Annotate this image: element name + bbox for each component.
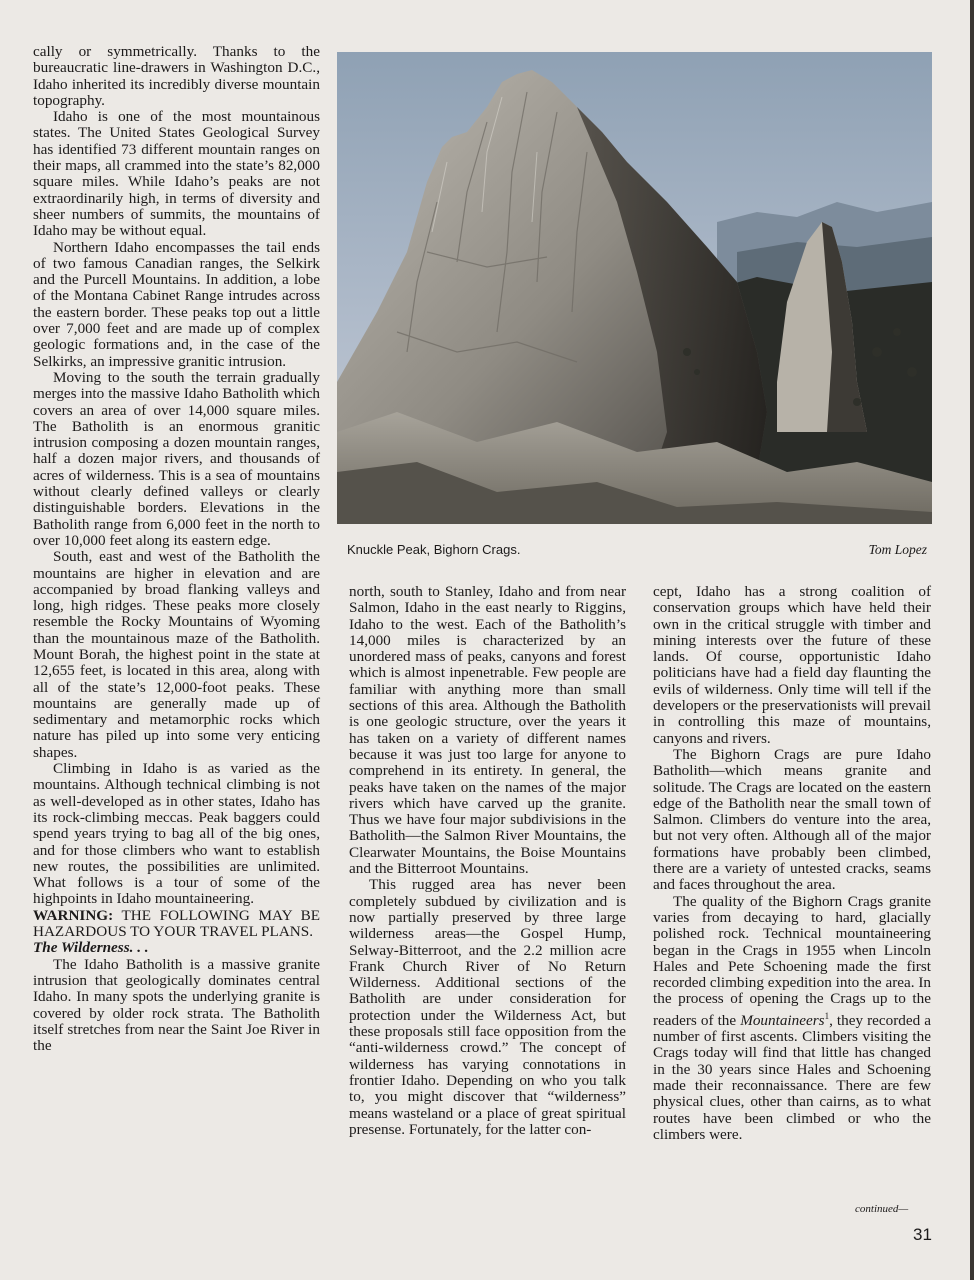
footnote-marker: 1 (824, 1010, 830, 1021)
continued-marker: continued— (855, 1203, 909, 1215)
paragraph: This rugged area has never been completely subdued by civilization and is now partially preserved by three large wilderness areas—the Gospel Hump, Selway-Bitterroot, and the 2.2 million acre Frank Church River of No Return Wilderness. Additional sections of the Batholith are under consideration for protection under the Wilderness Act, but these proposals still face opposition from the “anti-wilderness crowd.” The concept of wilderness has varying connotations in frontier Idaho. Depending on who you talk to, you might discover that “wilderness” means wasteland or a place of great spiritual presense. Fortunately, for the latter con- (349, 876, 626, 1138)
publication-title: Mountaineers (740, 1011, 825, 1029)
page-edge (970, 0, 974, 1280)
paragraph: Climbing in Idaho is as varied as the mountains. Although technical climbing is not as well-developed as in other states, Idaho has its rock-climbing meccas. Peak baggers could spend years trying to bag all of the big ones, and for those climbers who want to establish new routes, the possibilities are unlimited. What follows is a tour of some of the highpoints in Idaho mountaineering. (33, 760, 320, 908)
article-column-2 (349, 584, 626, 1138)
paragraph: north, south to Stanley, Idaho and from near Salmon, Idaho in the east nearly to Riggins, Idaho to the west. Each of the Batholith’s 14,000 miles is characterized by an unordered mass of peaks, canyons and forest which is almost inpenetrable. Few people are familiar with anything more than small sections of this area. Although the Batholith is one geologic structure, over the years it has taken on a variety of different names because it was just too large for anyone to comprehend in its entirety. In general, the peaks have taken on the names of the major rivers which have carved up the granite. Thus we have four major subdivisions in the Batholith—the Salmon River Mountains, the Clearwater Mountains, the Boise Mountains and the Bitterroot Mountains. (349, 583, 626, 878)
paragraph: Idaho is one of the most mountainous states. The United States Geological Survey has identified 73 different mountain ranges on their maps, all crammed into the state’s 82,000 square miles. While Idaho’s peaks are not extraordinarily high, in terms of diversity and sheer numbers of summits, the mountains of Idaho may be without equal. (33, 108, 320, 240)
warning-line (33, 908, 320, 941)
photo-credit: Tom Lopez (868, 542, 927, 557)
article-column-1 (33, 44, 320, 1054)
paragraph: The Bighorn Crags are pure Idaho Batholith—which means granite and solitude. The Crags are located on the eastern edge of the Batholith near the small town of Salmon. Climbers do venture into the area, but not very often. Although all of the major formations have probably been climbed, there are a variety of untested cracks, seams and faces throughout the area. (653, 745, 931, 894)
photo-caption (347, 542, 927, 562)
paragraph (653, 894, 931, 1144)
paragraph-text: The quality of the Bighorn Crags granite varies from decaying to hard, glacially polished rock. Technical mountaineering began in the Crags in 1955 when Lincoln Hales and Pete Schoening made the first recorded climbing expedition into the area. In the process of opening the Crags up to the readers of the (653, 892, 931, 1029)
paragraph: The Idaho Batholith is a massive granite intrusion that geologically dominates central Idaho. In many spots the underlying granite is covered by older rock strata. The Batholith itself stretches from near the Saint Joe River in the (33, 955, 320, 1055)
paragraph: cept, Idaho has a strong coalition of conservation groups which have held their own in the critical struggle with timber and mining interests over the future of these lands. Of course, opportunistic Idaho politicians have had a field day flaunting the evils of wilderness. Only time will tell if the developers or the preservationists will prevail in controlling this maze of mountains, canyons and rivers. (653, 583, 931, 747)
warning-text: THE FOLLOWING MAY BE HAZARDOUS TO YOUR TRAVEL PLANS. (33, 906, 320, 941)
article-column-3 (653, 584, 931, 1143)
paragraph: Moving to the south the terrain gradually merges into the massive Idaho Batholith which covers an area of over 14,000 square miles. The Batholith is an enormous granitic intrusion composing a dozen mountain ranges, half a dozen major rivers, and thousands of acres of wilderness. This is a sea of mountains without clearly defined valleys or clearly distinguishable borders. Elevations in the Batholith range from 6,000 feet in the north to over 10,000 feet along its eastern edge. (33, 368, 320, 549)
paragraph: cally or symmetrically. Thanks to the bureaucratic line-drawers in Washington D.C., Idaho inherited its incredibly diverse mountain topography. (33, 43, 320, 109)
paragraph: South, east and west of the Batholith the mountains are higher in elevation and are accompanied by broad flanking valleys and long, high ridges. These peaks more closely resemble the Rocky Mountains of Wyoming than the mountainous maze of the Batholith. Mount Borah, the highest point in the state at 12,655 feet, is located in this area, along with all of the state’s 12,000-foot peaks. These mountains are generally made up of sedimentary and metamorphic rocks which nature has piled up into some very enticing shapes. (33, 548, 320, 761)
page-number: 31 (913, 1225, 932, 1244)
warning-label: WARNING: (33, 906, 114, 924)
paragraph-text: , they recorded a number of first ascents. Climbers visiting the Crags today will find that little has changed in the 30 years since Hales and Schoening made their reconnaissance. There are few physical clues, other than cairns, as to what routes have been climbed or who the climbers were. (653, 1011, 931, 1143)
caption-text: Knuckle Peak, Bighorn Crags. (347, 542, 521, 557)
section-subhead: The Wilderness. . . (33, 939, 149, 957)
knuckle-peak-photo (337, 52, 932, 524)
paragraph: Northern Idaho encompasses the tail ends of two famous Canadian ranges, the Selkirk and the Purcell Mountains. In addition, a lobe of the Montana Cabinet Range intrudes across the eastern border. These peaks top out a little over 7,000 feet and are made up of complex geologic formations and, in the case of the Selkirks, an impressive granitic intrusion. (33, 238, 320, 370)
